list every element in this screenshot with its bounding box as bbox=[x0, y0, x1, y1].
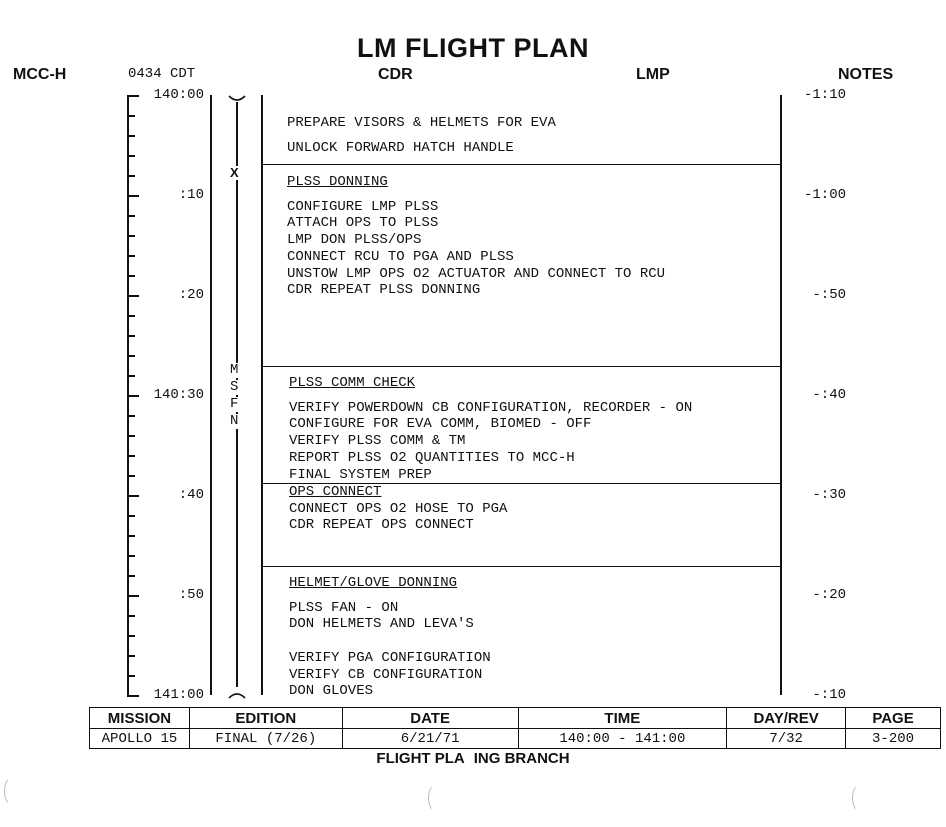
notes-column-header: NOTES bbox=[838, 66, 894, 83]
countdown-label: -:30 bbox=[812, 487, 846, 503]
page-value: 3-200 bbox=[846, 729, 941, 749]
station-letter: F bbox=[230, 396, 239, 412]
procedure-line: LMP DON PLSS/OPS bbox=[287, 232, 422, 249]
crew-marker: X bbox=[230, 165, 239, 180]
notes-divider-line bbox=[780, 95, 782, 695]
time-tick bbox=[127, 255, 135, 257]
cdr-column-header: CDR bbox=[378, 66, 413, 83]
time-tick bbox=[127, 475, 135, 477]
procedure-block-eva-prep bbox=[287, 115, 556, 156]
procedure-line bbox=[287, 132, 556, 140]
procedure-line: VERIFY PLSS COMM & TM bbox=[289, 433, 466, 450]
time-tick bbox=[127, 335, 135, 337]
elapsed-time-label: :20 bbox=[178, 287, 204, 303]
footer-header-row bbox=[90, 708, 941, 729]
page-header: PAGE bbox=[846, 708, 941, 729]
time-value: 140:00 - 141:00 bbox=[518, 729, 727, 749]
date-value: 6/21/71 bbox=[342, 729, 518, 749]
edition-header: EDITION bbox=[189, 708, 342, 729]
time-tick bbox=[127, 155, 135, 157]
time-header: TIME bbox=[518, 708, 727, 729]
time-tick bbox=[127, 175, 135, 177]
procedure-heading: PLSS DONNING bbox=[287, 174, 388, 190]
time-tick bbox=[127, 615, 135, 617]
countdown-label: -:20 bbox=[812, 587, 846, 603]
scan-artifact bbox=[4, 776, 22, 806]
block-separator bbox=[261, 164, 781, 165]
day-rev-header: DAY/REV bbox=[727, 708, 846, 729]
elapsed-time-label: 140:30 bbox=[153, 387, 204, 403]
time-tick bbox=[127, 135, 135, 137]
procedure-line: CONNECT OPS O2 HOSE TO PGA bbox=[289, 500, 508, 517]
station-letter: N bbox=[230, 413, 239, 429]
station-letter: S bbox=[230, 379, 239, 395]
procedure-line: CONNECT RCU TO PGA AND PLSS bbox=[287, 248, 514, 265]
procedure-line: PLSS FAN - ON bbox=[289, 599, 399, 616]
time-tick bbox=[127, 415, 135, 417]
coverage-start-bracket-icon bbox=[226, 92, 248, 106]
mission-value: APOLLO 15 bbox=[90, 729, 190, 749]
elapsed-time-label: 141:00 bbox=[153, 687, 204, 703]
elapsed-time-label: :50 bbox=[178, 587, 204, 603]
procedure-line: CDR REPEAT PLSS DONNING bbox=[287, 282, 481, 299]
countdown-label: -1:10 bbox=[803, 87, 846, 103]
scan-artifact bbox=[428, 784, 444, 812]
procedure-line: VERIFY PGA CONFIGURATION bbox=[289, 649, 491, 666]
procedure-line: VERIFY POWERDOWN CB CONFIGURATION, RECORDER - ON bbox=[289, 399, 693, 416]
time-tick bbox=[127, 435, 135, 437]
countdown-label: -:50 bbox=[812, 287, 846, 303]
procedure-line: UNSTOW LMP OPS O2 ACTUATOR AND CONNECT TO RCU bbox=[287, 265, 666, 282]
time-tick bbox=[127, 535, 135, 537]
time-tick bbox=[127, 635, 135, 637]
time-zone-label: 0434 CDT bbox=[128, 66, 196, 82]
footer-info-table bbox=[89, 707, 941, 749]
procedure-line: DON HELMETS AND LEVA'S bbox=[289, 616, 474, 633]
procedure-line: DON GLOVES bbox=[289, 683, 374, 700]
procedure-block-ops-connect bbox=[289, 484, 507, 534]
procedure-line: CONFIGURE LMP PLSS bbox=[287, 198, 439, 215]
station-letter: M bbox=[230, 362, 239, 378]
block-separator bbox=[261, 566, 781, 567]
time-tick bbox=[127, 555, 135, 557]
block-separator bbox=[261, 366, 781, 367]
footer-value-row bbox=[90, 729, 941, 749]
edition-value: FINAL (7/26) bbox=[189, 729, 342, 749]
time-tick bbox=[127, 275, 135, 277]
procedure-block-helmet-glove-donning bbox=[289, 575, 491, 700]
procedure-heading: HELMET/GLOVE DONNING bbox=[289, 575, 458, 591]
procedure-line: PREPARE VISORS & HELMETS FOR EVA bbox=[287, 115, 556, 131]
countdown-label: -:10 bbox=[812, 687, 846, 703]
page-title: LM FLIGHT PLAN bbox=[357, 33, 589, 63]
time-tick bbox=[127, 655, 135, 657]
procedure-heading: PLSS COMM CHECK bbox=[289, 375, 416, 391]
elapsed-time-label: :10 bbox=[178, 187, 204, 203]
mcc-column-header: MCC-H bbox=[13, 66, 67, 83]
procedure-line: VERIFY CB CONFIGURATION bbox=[289, 666, 483, 683]
procedure-line: CDR REPEAT OPS CONNECT bbox=[289, 517, 474, 534]
time-tick bbox=[127, 375, 135, 377]
time-tick bbox=[127, 315, 135, 317]
countdown-label: -1:00 bbox=[803, 187, 846, 203]
lmp-column-header: LMP bbox=[636, 66, 670, 83]
procedure-line: REPORT PLSS O2 QUANTITIES TO MCC-H bbox=[289, 449, 575, 466]
mcc-divider-line bbox=[210, 95, 212, 695]
procedure-block-plss-donning bbox=[287, 174, 665, 299]
time-tick bbox=[127, 355, 135, 357]
crew-divider-line bbox=[261, 95, 263, 695]
procedure-line: UNLOCK FORWARD HATCH HANDLE bbox=[287, 139, 514, 156]
footer-branch-label: FLIGHT PLA ING BRANCH bbox=[376, 750, 570, 767]
time-tick bbox=[127, 235, 135, 237]
elapsed-time-label: :40 bbox=[178, 487, 204, 503]
coverage-end-bracket-icon bbox=[226, 688, 248, 702]
scan-artifact bbox=[852, 784, 868, 812]
time-tick bbox=[127, 115, 135, 117]
procedure-block-plss-comm-check bbox=[289, 375, 692, 483]
countdown-label: -:40 bbox=[812, 387, 846, 403]
procedure-heading: OPS CONNECT bbox=[289, 484, 382, 500]
procedure-line: CONFIGURE FOR EVA COMM, BIOMED - OFF bbox=[289, 416, 592, 433]
procedure-line: ATTACH OPS TO PLSS bbox=[287, 215, 439, 232]
procedure-line: FINAL SYSTEM PREP bbox=[289, 466, 432, 483]
time-tick bbox=[127, 575, 135, 577]
date-header: DATE bbox=[342, 708, 518, 729]
day-rev-value: 7/32 bbox=[727, 729, 846, 749]
mission-header: MISSION bbox=[90, 708, 190, 729]
time-tick bbox=[127, 675, 135, 677]
time-tick bbox=[127, 515, 135, 517]
time-tick bbox=[127, 455, 135, 457]
time-tick bbox=[127, 215, 135, 217]
elapsed-time-label: 140:00 bbox=[153, 87, 204, 103]
